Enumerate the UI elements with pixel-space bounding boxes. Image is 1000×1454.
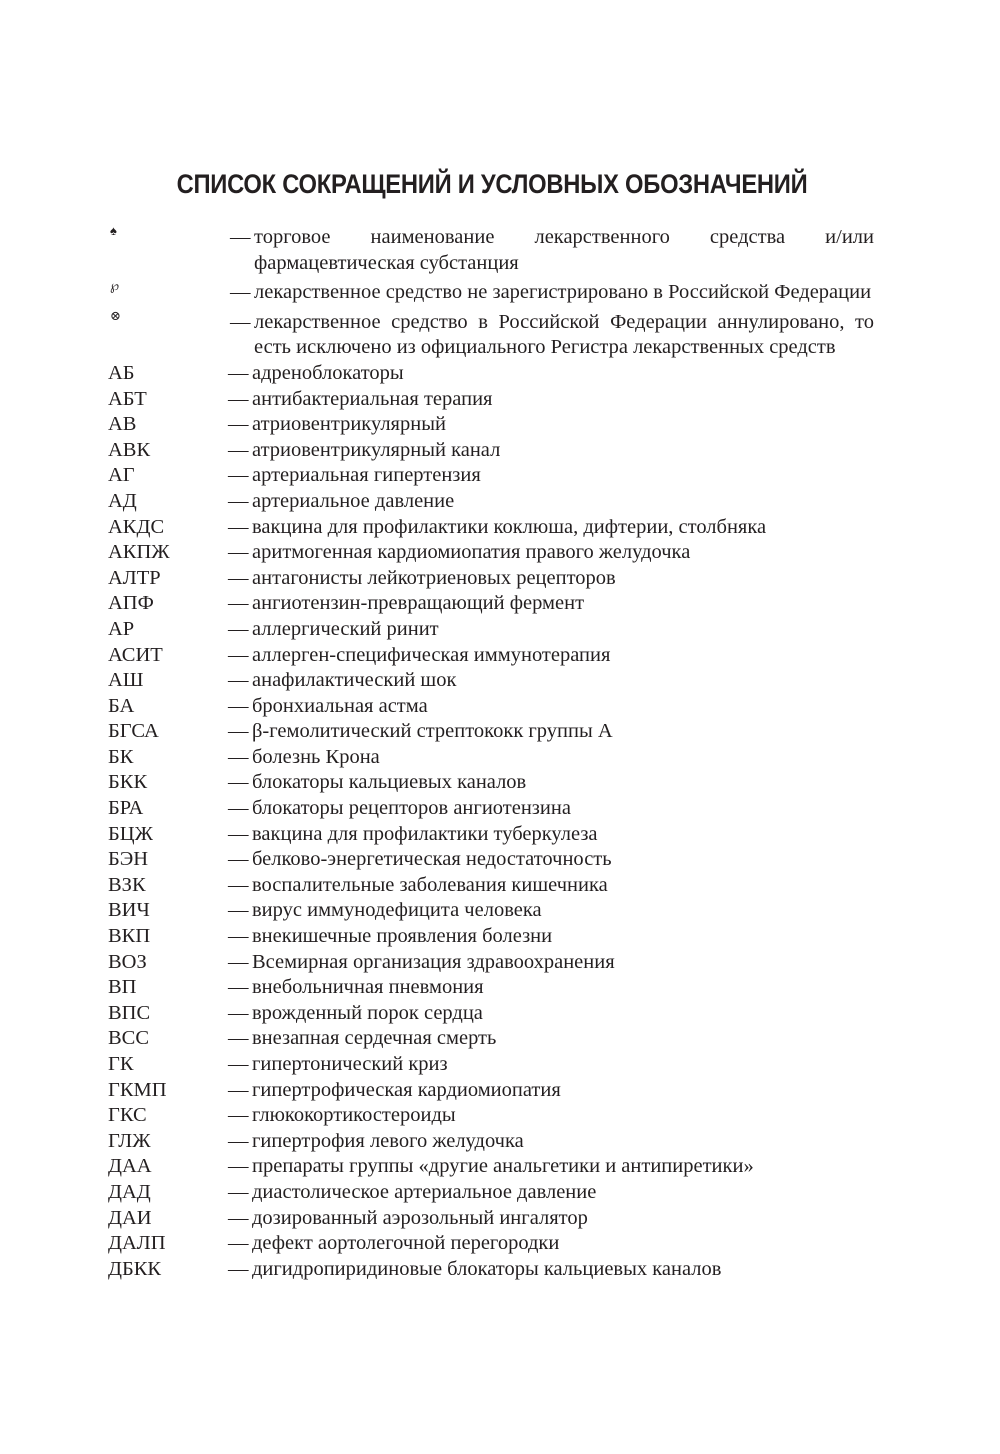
definition	[228, 438, 874, 464]
abbreviation-entry	[108, 361, 874, 387]
abbreviation-entry	[108, 668, 874, 694]
abbreviation-entry	[108, 1001, 874, 1027]
abbreviation: АЛТР	[108, 566, 161, 589]
abbreviation-entry	[108, 489, 874, 515]
abbreviation: АКПЖ	[108, 541, 170, 564]
definition	[228, 1206, 874, 1232]
dash: —	[228, 1129, 249, 1152]
dash: —	[228, 745, 249, 768]
dash: —	[228, 1027, 249, 1050]
abbreviation: БА	[108, 694, 135, 717]
dash: —	[228, 438, 249, 461]
definition	[228, 412, 874, 438]
definition	[228, 1180, 874, 1206]
definition-text: вакцина для профилактики коклюша, дифтерии, столбняка	[252, 515, 767, 538]
abbreviation: ВЗК	[108, 873, 146, 896]
definition-text: артериальное давление	[252, 489, 455, 512]
definition	[228, 1129, 874, 1155]
definition-text: дигидропиридиновые блокаторы кальциевых каналов	[252, 1257, 722, 1280]
dash: —	[228, 771, 249, 794]
dash: —	[228, 1232, 249, 1255]
abbreviation-entry	[108, 770, 874, 796]
definition	[228, 1052, 874, 1078]
abbreviation-entry	[108, 1052, 874, 1078]
definition-text: блокаторы кальциевых каналов	[252, 771, 527, 794]
definition-text: торговое наименование лекарственного средства и/или фармацевтическая субстанция	[254, 226, 874, 274]
definition-text: глюкокортикостероиды	[252, 1104, 456, 1127]
abbreviation-entry	[108, 617, 874, 643]
dash: —	[228, 643, 249, 666]
definition-text: внебольничная пневмония	[252, 976, 484, 999]
symbol-entry	[108, 276, 874, 306]
definition-text: аллергический ринит	[252, 617, 439, 640]
abbreviation-entry	[108, 1078, 874, 1104]
abbreviation: БЦЖ	[108, 822, 153, 845]
definition	[228, 924, 874, 950]
abbreviation: ГКС	[108, 1104, 147, 1127]
dash: —	[228, 1206, 249, 1229]
abbreviation-entry	[108, 412, 874, 438]
abbreviation-entry	[108, 719, 874, 745]
abbreviation-entry	[108, 1180, 874, 1206]
symbol-entry	[108, 221, 874, 276]
definition-text: атриовентрикулярный канал	[252, 438, 501, 461]
dash: —	[228, 617, 249, 640]
abbreviation-entry	[108, 438, 874, 464]
abbreviation-entry	[108, 924, 874, 950]
definition-text: анафилактический шок	[252, 669, 457, 692]
definition	[228, 617, 874, 643]
definition	[228, 822, 874, 848]
definition-text: дефект аортолегочной перегородки	[252, 1232, 560, 1255]
definition	[228, 540, 874, 566]
dash: —	[228, 1053, 249, 1075]
definition-text: диастолическое артериальное давление	[252, 1180, 597, 1203]
abbreviation-entry	[108, 847, 874, 873]
abbreviation: ВПС	[108, 1001, 151, 1024]
definition-text: белково-энергетическая недостаточность	[252, 848, 612, 871]
definition-text: ангиотензин-превращающий фермент	[252, 592, 585, 615]
abbreviation-entry	[108, 1103, 874, 1129]
definition	[228, 361, 874, 387]
definition-text: гипертрофическая кардиомиопатия	[252, 1078, 561, 1101]
dash: —	[228, 1001, 249, 1024]
dash: —	[230, 226, 251, 248]
abbreviation: АВ	[108, 413, 137, 436]
dash: —	[228, 592, 249, 615]
definition	[228, 1257, 874, 1283]
dash: —	[228, 413, 249, 436]
definition	[228, 1154, 874, 1180]
abbreviation: ДАД	[108, 1180, 151, 1203]
definition	[228, 591, 874, 617]
definition	[228, 1231, 874, 1257]
dash: —	[228, 873, 249, 896]
definition	[228, 1078, 874, 1104]
definition	[228, 975, 874, 1001]
definition	[228, 770, 874, 796]
definition	[230, 221, 874, 276]
dash: —	[228, 848, 249, 871]
definition-text: лекарственное средство не зарегистрировано в Российской Федерации	[254, 281, 872, 304]
definition-text: внезапная сердечная смерть	[252, 1027, 497, 1050]
definition	[228, 489, 874, 515]
definition-text: аритмогенная кардиомиопатия правого желудочка	[252, 541, 691, 564]
abbreviation: АБТ	[108, 387, 147, 410]
definition	[228, 566, 874, 592]
abbreviation-entry	[108, 515, 874, 541]
abbreviation: ВКП	[108, 925, 151, 948]
dash: —	[228, 1180, 249, 1203]
abbreviation: АКДС	[108, 515, 165, 538]
definition	[228, 668, 874, 694]
abbreviation: ВИЧ	[108, 899, 150, 922]
definition	[228, 796, 874, 822]
abbreviation-rows	[108, 361, 874, 1282]
dash: —	[228, 797, 249, 820]
abbreviation: ВСС	[108, 1027, 150, 1050]
definition-text: воспалительные заболевания кишечника	[252, 873, 608, 896]
definition-text: лекарственное средство в Российской Федерации аннулировано, то есть исключено из официального Регистра лекарственных средств	[254, 310, 874, 359]
definition	[230, 276, 874, 306]
definition	[228, 515, 874, 541]
dash: —	[228, 1104, 249, 1127]
definition	[228, 1026, 874, 1052]
abbreviation: АД	[108, 489, 137, 512]
definition-text: внекишечные проявления болезни	[252, 925, 553, 948]
abbreviation-entry	[108, 950, 874, 976]
dash: —	[228, 464, 249, 487]
abbreviation-entry	[108, 540, 874, 566]
abbreviation: АБ	[108, 361, 135, 384]
definition-text: адреноблокаторы	[252, 361, 404, 384]
abbreviation-entry	[108, 822, 874, 848]
abbreviation-entry	[108, 643, 874, 669]
definition-text: антагонисты лейкотриеновых рецепторов	[252, 566, 616, 589]
dash: —	[228, 387, 249, 410]
abbreviation: ДАЛП	[108, 1232, 166, 1255]
abbreviation: АШ	[108, 669, 144, 692]
definition	[230, 306, 874, 361]
definition	[228, 950, 874, 976]
abbreviation: БГСА	[108, 720, 159, 743]
definition-text: дозированный аэрозольный ингалятор	[252, 1206, 588, 1229]
dash: —	[228, 361, 249, 384]
dash: —	[228, 950, 249, 973]
abbreviation-entry	[108, 975, 874, 1001]
abbreviation-entry	[108, 1154, 874, 1180]
script-p-icon: ℘	[110, 278, 120, 294]
abbreviation-entry	[108, 1026, 874, 1052]
abbreviation-entry	[108, 591, 874, 617]
definition-text: блокаторы рецепторов ангиотензина	[252, 797, 571, 820]
definition	[228, 873, 874, 899]
definition-text: Всемирная организация здравоохранения	[252, 950, 615, 973]
definition-text: бронхиальная астма	[252, 694, 428, 717]
definition	[228, 847, 874, 873]
abbreviation-list	[108, 221, 874, 1282]
spade-icon: ♠	[110, 223, 117, 238]
symbol-entry	[108, 306, 874, 361]
abbreviation-entry	[108, 1206, 874, 1232]
dash: —	[228, 566, 249, 589]
abbreviation-entry	[108, 898, 874, 924]
abbreviation: ДБКК	[108, 1257, 162, 1280]
definition	[228, 719, 874, 745]
definition-text: препараты группы «другие анальгетики и антипиретики»	[252, 1155, 754, 1178]
abbreviation-entry	[108, 1129, 874, 1155]
dash: —	[228, 720, 249, 743]
definition	[228, 643, 874, 669]
definition-text: антибактериальная терапия	[252, 387, 493, 410]
dash: —	[228, 489, 249, 512]
abbreviation: АВК	[108, 438, 151, 461]
definition-text: гипертрофия левого желудочка	[252, 1129, 524, 1152]
definition-text: вирус иммунодефицита человека	[252, 899, 542, 922]
abbreviation-entry	[108, 796, 874, 822]
definition-text: болезнь Крона	[252, 745, 380, 768]
dash: —	[230, 281, 251, 304]
definition-text: врожденный порок сердца	[252, 1001, 483, 1024]
abbreviation: ГК	[108, 1053, 134, 1075]
abbreviation: ДАА	[108, 1155, 152, 1178]
abbreviation: БК	[108, 745, 134, 768]
definition-text: артериальная гипертензия	[252, 464, 481, 487]
definition	[228, 898, 874, 924]
abbreviation: АГ	[108, 464, 135, 487]
abbreviation-entry	[108, 694, 874, 720]
abbreviation: БЭН	[108, 848, 149, 871]
definition	[228, 1001, 874, 1027]
definition	[228, 745, 874, 771]
dash: —	[228, 541, 249, 564]
definition-text: вакцина для профилактики туберкулеза	[252, 822, 598, 845]
dash: —	[228, 1078, 249, 1101]
page-title: СПИСОК СОКРАЩЕНИЙ И УСЛОВНЫХ ОБОЗНАЧЕНИЙ	[176, 169, 808, 199]
dash: —	[230, 310, 251, 333]
abbreviation-entry	[108, 745, 874, 771]
dash: —	[228, 1257, 249, 1280]
definition	[228, 463, 874, 489]
dash: —	[228, 822, 249, 845]
abbreviation-entry	[108, 387, 874, 413]
circled-times-icon: ⊗	[110, 307, 121, 323]
definition	[228, 387, 874, 413]
dash: —	[228, 925, 249, 948]
abbreviation-entry	[108, 873, 874, 899]
abbreviation: АСИТ	[108, 643, 163, 666]
dash: —	[228, 515, 249, 538]
abbreviation: БКК	[108, 771, 148, 794]
abbreviation-entry	[108, 1257, 874, 1283]
dash: —	[228, 899, 249, 922]
abbreviation: ВОЗ	[108, 950, 147, 973]
abbreviation: БРА	[108, 797, 144, 820]
abbreviation-entry	[108, 1231, 874, 1257]
definition	[228, 694, 874, 720]
abbreviation: АПФ	[108, 592, 154, 615]
abbreviation-entry	[108, 463, 874, 489]
abbreviation-entry	[108, 566, 874, 592]
definition-text: аллерген-специфическая иммунотерапия	[252, 643, 611, 666]
definition-text: атриовентрикулярный	[252, 413, 446, 436]
abbreviation: ВП	[108, 976, 137, 999]
abbreviation: ДАИ	[108, 1206, 152, 1229]
abbreviation: ГЛЖ	[108, 1129, 151, 1152]
abbreviation: ГКМП	[108, 1078, 167, 1101]
definition-text: β-гемолитический стрептококк группы А	[252, 720, 613, 743]
dash: —	[228, 694, 249, 717]
definition-text: гипертонический криз	[252, 1053, 448, 1075]
dash: —	[228, 1155, 249, 1178]
dash: —	[228, 669, 249, 692]
abbreviation: АР	[108, 617, 135, 640]
definition	[228, 1103, 874, 1129]
dash: —	[228, 976, 249, 999]
